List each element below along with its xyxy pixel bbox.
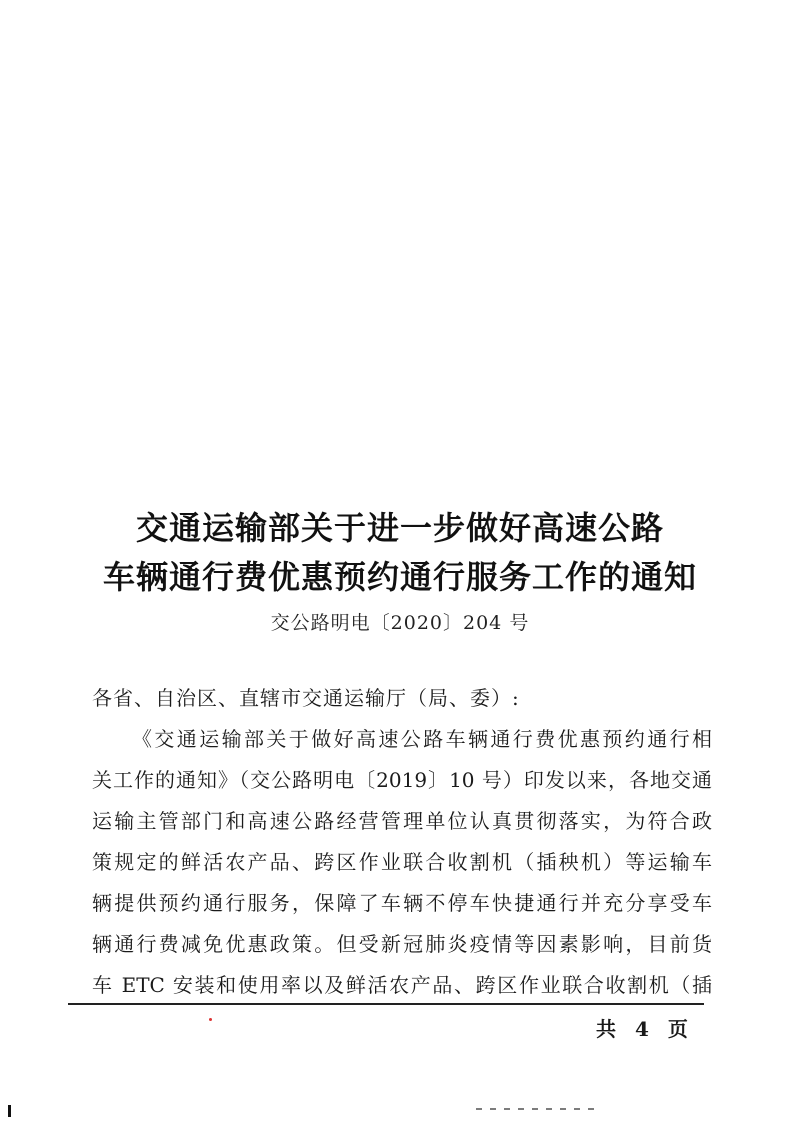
document-number: 交公路明电〔2020〕204 号 <box>270 612 530 634</box>
scan-edge-mark <box>8 1105 11 1117</box>
addressee: 各省、自治区、直辖市交通运输厅（局、委）: <box>92 686 520 710</box>
footer-rule <box>68 1003 704 1005</box>
body-line: 策规定的鲜活农产品、跨区作业联合收割机（插秧机）等运输车 <box>92 850 712 874</box>
document-title-line-2: 车辆通行费优惠预约通行服务工作的通知 <box>102 558 697 596</box>
body-line: 关工作的通知》（交公路明电〔2019〕10 号）印发以来，各地交通 <box>92 768 712 792</box>
body-line: 辆提供预约通行服务，保障了车辆不停车快捷通行并充分享受车 <box>92 891 712 915</box>
scan-speck <box>209 1018 212 1021</box>
body-line: 辆通行费减免优惠政策。但受新冠肺炎疫情等因素影响，目前货 <box>92 932 712 956</box>
page-count: 共 4 页 <box>596 1017 694 1041</box>
body-line: 运输主管部门和高速公路经营管理单位认真贯彻落实，为符合政 <box>92 809 712 833</box>
body-line: 《交通运输部关于做好高速公路车辆通行费优惠预约通行相 <box>132 727 712 751</box>
document-title-line-1: 交通运输部关于进一步做好高速公路 <box>135 509 664 547</box>
body-line: 车 ETC 安装和使用率以及鲜活农产品、跨区作业联合收割机（插 <box>92 973 712 997</box>
scan-bottom-specks <box>476 1108 594 1110</box>
